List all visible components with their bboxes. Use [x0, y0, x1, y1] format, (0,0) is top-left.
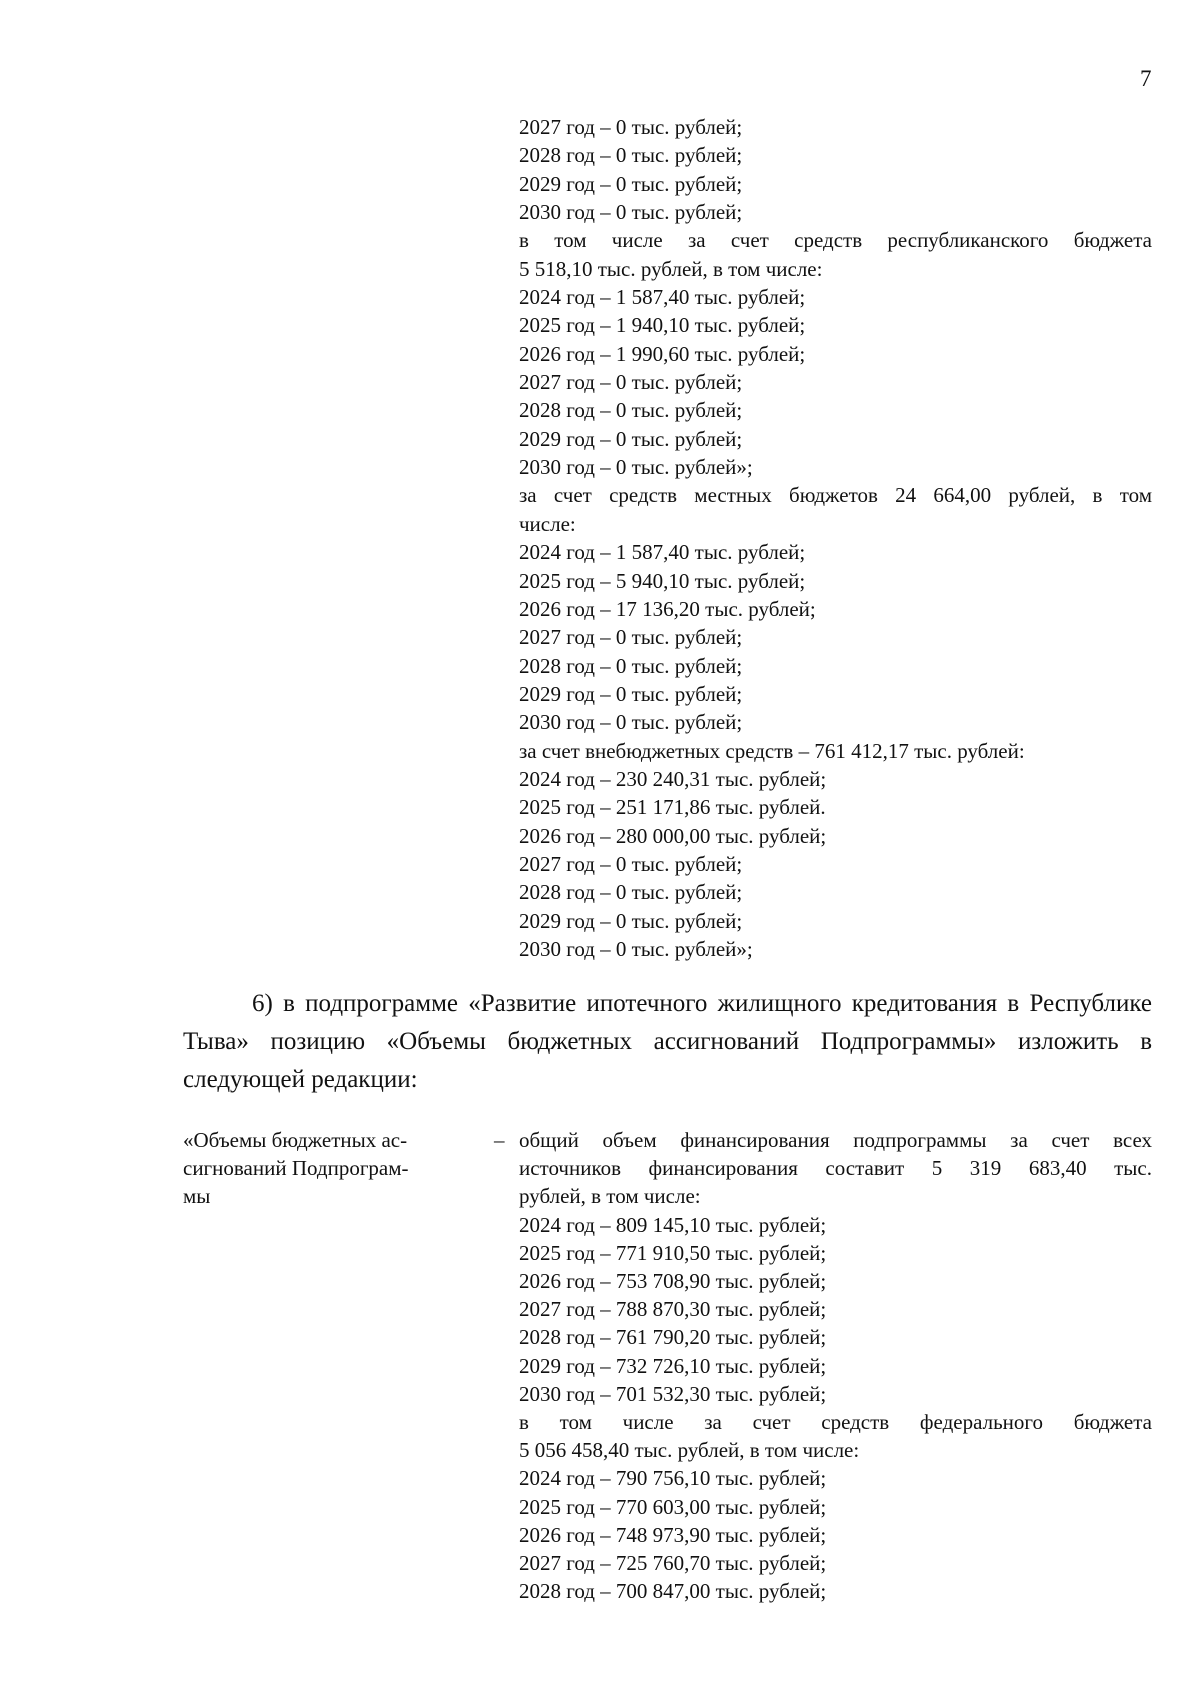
- text-line: 2027 год – 788 870,30 тыс. рублей;: [519, 1297, 827, 1322]
- text-line: 2025 год – 771 910,50 тыс. рублей;: [519, 1240, 827, 1265]
- label-line: сигнований Подпрограм-: [183, 1156, 409, 1181]
- text-line: 2025 год – 770 603,00 тыс. рублей;: [519, 1494, 827, 1519]
- text-line: за счет внебюджетных средств – 761 412,17 тыс. рублей:: [519, 738, 1025, 763]
- text-line: источников финансирования составит 5 319 683,40 тыс.: [519, 1156, 1152, 1181]
- text-line: 2026 год – 280 000,00 тыс. рублей;: [519, 823, 827, 848]
- text-line: общий объем финансирования подпрограммы за счет всех: [519, 1128, 1152, 1152]
- text-line: 2026 год – 17 136,20 тыс. рублей;: [519, 596, 816, 621]
- page-number: 7: [1140, 66, 1152, 91]
- text-line: рублей, в том числе:: [519, 1184, 701, 1209]
- text-line: 2029 год – 732 726,10 тыс. рублей;: [519, 1353, 827, 1378]
- text-line: 5 518,10 тыс. рублей, в том числе:: [519, 256, 823, 281]
- table-label-cell: [183, 1126, 453, 1211]
- label-line: «Объемы бюджетных ас-: [183, 1128, 408, 1152]
- text-line: 2029 год – 0 тыс. рублей;: [519, 426, 743, 451]
- text-line: числе:: [519, 511, 576, 536]
- text-line: 2030 год – 0 тыс. рублей»;: [519, 455, 753, 480]
- text-line: 5 056 458,40 тыс. рублей, в том числе:: [519, 1438, 860, 1463]
- text-line: 2027 год – 0 тыс. рублей;: [519, 625, 743, 650]
- text-line: 2027 год – 0 тыс. рублей;: [519, 115, 743, 139]
- text-line: 2028 год – 761 790,20 тыс. рублей;: [519, 1325, 827, 1350]
- table-value-cell: [519, 1126, 1152, 1605]
- text-line: 2028 год – 0 тыс. рублей;: [519, 398, 743, 423]
- text-line: 2028 год – 0 тыс. рублей;: [519, 143, 743, 168]
- text-line: в том числе за счет средств федерального бюджета: [519, 1410, 1152, 1435]
- text-line: 2024 год – 809 145,10 тыс. рублей;: [519, 1212, 827, 1237]
- text-line: 2027 год – 0 тыс. рублей;: [519, 851, 743, 876]
- text-line: 2025 год – 1 940,10 тыс. рублей;: [519, 313, 806, 338]
- text-line: 2024 год – 790 756,10 тыс. рублей;: [519, 1466, 827, 1491]
- text-line: 2026 год – 753 708,90 тыс. рублей;: [519, 1269, 827, 1294]
- paragraph-text: 6) в подпрограмме «Развитие ипотечного жилищного кредитования в Республике Тыва» позицию «Объемы бюджетных ассигнований Подпрограммы» изложить в следующей редакции:: [183, 990, 1152, 1093]
- table-dash: –: [494, 1128, 505, 1152]
- amendment-paragraph: [183, 985, 1152, 1099]
- text-line: 2025 год – 251 171,86 тыс. рублей.: [519, 795, 826, 820]
- text-line: в том числе за счет средств республиканского бюджета: [519, 228, 1152, 253]
- label-line: мы: [183, 1184, 211, 1209]
- text-line: 2029 год – 0 тыс. рублей;: [519, 908, 743, 933]
- text-line: 2029 год – 0 тыс. рублей;: [519, 681, 743, 706]
- text-line: 2027 год – 0 тыс. рублей;: [519, 370, 743, 395]
- text-line: 2030 год – 0 тыс. рублей;: [519, 200, 743, 225]
- text-line: 2030 год – 701 532,30 тыс. рублей;: [519, 1381, 827, 1406]
- text-line: 2028 год – 0 тыс. рублей;: [519, 653, 743, 678]
- text-line: 2030 год – 0 тыс. рублей;: [519, 710, 743, 735]
- text-line: 2028 год – 700 847,00 тыс. рублей;: [519, 1579, 827, 1604]
- text-line: 2026 год – 1 990,60 тыс. рублей;: [519, 341, 806, 366]
- funding-continuation-block: [519, 113, 1152, 963]
- text-line: 2028 год – 0 тыс. рублей;: [519, 880, 743, 905]
- text-line: 2027 год – 725 760,70 тыс. рублей;: [519, 1551, 827, 1576]
- text-line: 2024 год – 1 587,40 тыс. рублей;: [519, 285, 806, 310]
- text-line: 2026 год – 748 973,90 тыс. рублей;: [519, 1522, 827, 1547]
- text-line: 2030 год – 0 тыс. рублей»;: [519, 936, 753, 961]
- text-line: 2025 год – 5 940,10 тыс. рублей;: [519, 568, 806, 593]
- text-line: 2024 год – 1 587,40 тыс. рублей;: [519, 540, 806, 565]
- text-line: 2024 год – 230 240,31 тыс. рублей;: [519, 766, 827, 791]
- text-line: 2029 год – 0 тыс. рублей;: [519, 171, 743, 196]
- text-line: за счет средств местных бюджетов 24 664,00 рублей, в том: [519, 483, 1152, 508]
